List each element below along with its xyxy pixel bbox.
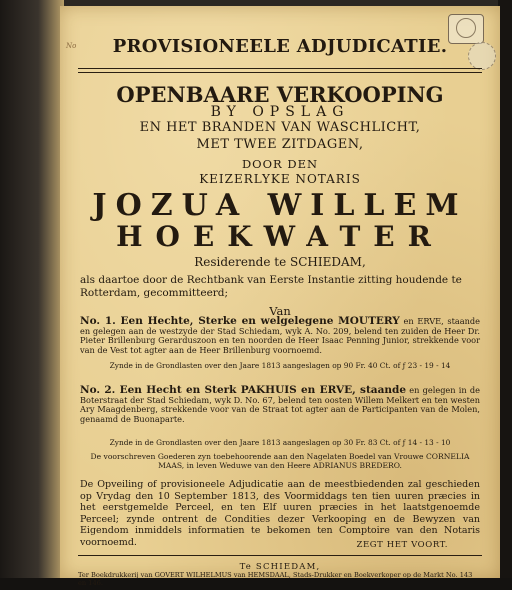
title-line-1: OPENBAARE VERKOOPING [116,82,444,107]
heading: PROVISIONEELE ADJUDICATIE. [112,36,448,57]
footer-place: Te SCHIEDAM, [239,562,321,572]
title-line-5: DOOR DEN [241,157,319,171]
footer-printer: Ter Boekdrukkerij van GOVERT WILHELMUS van HEMSDAAL, Stads-Drukker en Boekverkoper op de Markt No. 143 en 146. [78,571,473,587]
rule-top [78,68,482,69]
rule-bottom [78,555,482,556]
lot-1-value: Zynde in de Grondlasten over den Jaare 1813 aangeslagen op 90 Fr. 40 Ct. of ƒ 23 - 19 - 14 [109,361,451,370]
rule-top-thin [78,72,482,73]
lot-2 [80,386,480,424]
lot-2-text: en gelegen in de Boterstraat der Stad Schiedam, wyk D. No. 67, belend ten oosten Willem Melkert en ten westen Ary Maagdenberg, strekkende voor van de Straat tot agter aan de Participanten van de Molen, genaamd de Buonaparte. [80,385,480,424]
title-line-3: EN HET BRANDEN VAN WASCHLICHT, [139,120,421,135]
scan-background-right [498,0,512,590]
notary-name-2: HOEKWATER [116,220,444,253]
authority-text: als daartoe door de Rechtbank van Eerste Instantie zitting houdende te Rotterdam, gecommitteerd; [80,274,462,299]
handwritten-note: No [66,42,77,50]
notary-name-1: JOZUA WILLEM [92,188,468,223]
opveiling-text: De Opveiling of provisioneele Adjudicatie aan de meestbiedenden zal geschieden op Vrydag den 10 September 1813, des Voormiddags ten tien uuren præcies in het eerstgemelde Perceel, en ten Elf uuren præcies in het laatstgenoemde Perceel; zynde ontrent de Condities dezer Verkooping en de Bewyzen van Eigendom inmiddels informatien te bekomen ten Comptoire van den Notaris voornoemd. [80,479,480,548]
residence-line: Residerende te SCHIEDAM, [194,255,366,269]
lot-1 [80,317,480,355]
lot-2-lead: No. 2. Een Hecht en Sterk PAKHUIS en ERVE, staande [80,384,407,396]
lot-1-lead: No. 1. Een Hechte, Sterke en welgelegene MOUTERY [80,315,400,327]
van-label: Van [269,304,291,318]
lot-1-text: en ERVE, staande en gelegen aan de westzyde der Stad Schiedam, wyk A. No. 209, belend ten zuiden de Heer Dr. Pieter Brillenburg Gerarduszoon en ten noorden de Heer Isaac Penning Junior, strekkende voor van de Vest tot agter aan de Heer Brillenburg voornoemd. [80,316,481,355]
owners-text: De voorschreven Goederen zyn toebehoorende aan den Nagelaten Boedel van Vrouwe CORNELIA MAAS, in leven Weduwe van den Heere ADRIANUS BREDERO. [90,452,470,470]
title-line-6: KEIZERLYKE NOTARIS [199,172,361,186]
title-line-2: BY OPSLAG [210,104,350,120]
poster-sheet [60,6,500,587]
zegt-het-voort: ZEGT HET VOORT. [356,540,448,550]
scan-background-left [0,0,64,590]
lot-2-value: Zynde in de Grondlasten over den Jaare 1813 aangeslagen op 30 Fr. 83 Ct. of ƒ 14 - 13 - 10 [109,438,451,447]
title-line-4: MET TWEE ZITDAGEN, [196,137,364,152]
